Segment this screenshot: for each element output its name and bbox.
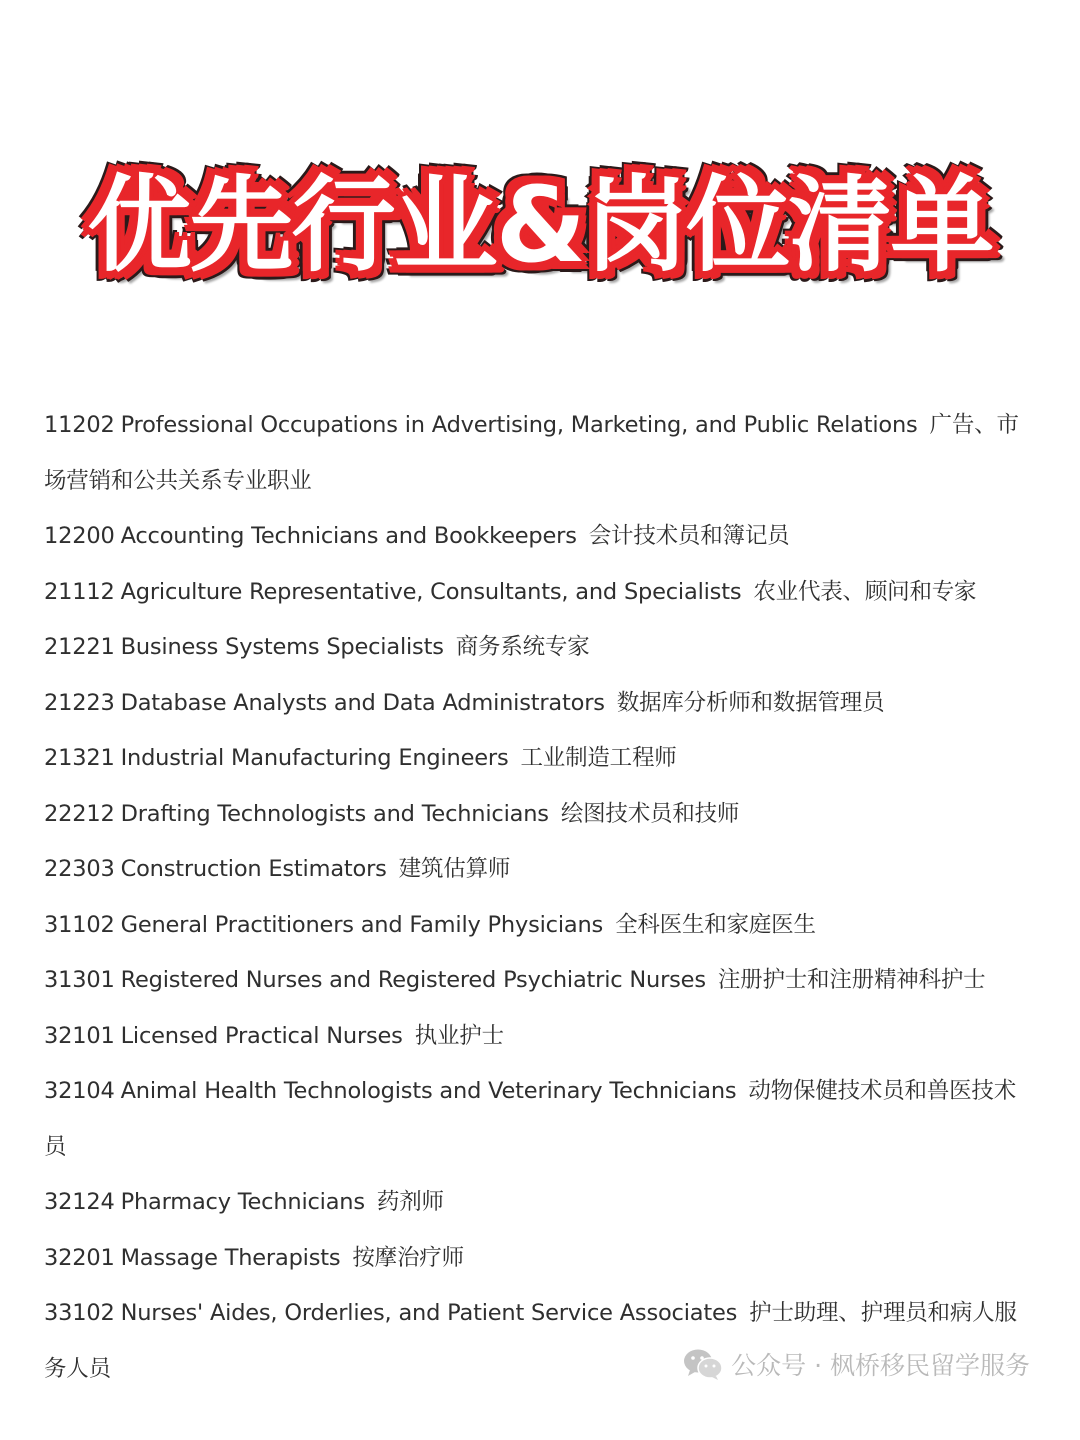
- occupation-en: Construction Estimators: [120, 856, 387, 882]
- occupation-zh: 护士助理、护理员和病人服务人员: [44, 1300, 1017, 1382]
- occupation-code: 32201: [44, 1244, 115, 1271]
- occupation-zh: 绘图技术员和技师: [560, 800, 740, 827]
- occupation-code: 21223: [44, 689, 115, 716]
- list-item: [44, 731, 1034, 787]
- occupation-en: Massage Therapists: [120, 1244, 341, 1271]
- occupation-zh: 注册护士和注册精神科护士: [717, 967, 986, 993]
- watermark-text: 公众号 · 枫桥移民留学服务: [731, 1351, 1030, 1380]
- list-item: [44, 1175, 1034, 1231]
- list-item: [44, 565, 1034, 621]
- occupation-code: 31102: [44, 911, 115, 938]
- list-item: [44, 1064, 1034, 1175]
- occupation-zh: 农业代表、顾问和专家: [753, 578, 977, 605]
- watermark: [683, 1346, 1030, 1382]
- occupation-code: 32124: [44, 1189, 115, 1215]
- list-item: [44, 898, 1034, 954]
- occupation-en: Drafting Technologists and Technicians: [120, 800, 549, 827]
- occupation-en: Industrial Manufacturing Engineers: [120, 745, 509, 771]
- list-item: [44, 842, 1034, 898]
- occupation-zh: 建筑估算师: [398, 856, 511, 882]
- occupation-en: Animal Health Technologists and Veterinary Technicians: [120, 1078, 737, 1104]
- occupation-code: 21221: [44, 634, 115, 660]
- occupation-code: 22303: [44, 856, 115, 882]
- occupation-zh: 商务系统专家: [455, 634, 590, 660]
- list-item: [44, 953, 1034, 1009]
- occupation-en: Licensed Practical Nurses: [120, 1022, 403, 1049]
- occupation-code: 21321: [44, 745, 115, 771]
- occupation-en: Pharmacy Technicians: [120, 1189, 365, 1215]
- page-title: 优先行业&岗位清单: [87, 164, 993, 286]
- occupation-en: Registered Nurses and Registered Psychiatric Nurses: [120, 967, 706, 993]
- occupation-zh: 全科医生和家庭医生: [615, 911, 816, 938]
- occupation-en: Database Analysts and Data Administrators: [120, 689, 605, 716]
- occupation-en: Professional Occupations in Advertising, Marketing, and Public Relations: [120, 412, 918, 438]
- list-item: [44, 1009, 1034, 1065]
- occupation-zh: 执业护士: [414, 1022, 504, 1049]
- occupation-zh: 动物保健技术员和兽医技术员: [44, 1078, 1017, 1160]
- list-item: [44, 1231, 1034, 1287]
- occupation-code: 11202: [44, 412, 115, 438]
- wechat-icon: [683, 1347, 723, 1381]
- occupation-code: 31301: [44, 967, 115, 993]
- occupation-zh: 按摩治疗师: [352, 1244, 464, 1271]
- list-item: [44, 398, 1034, 509]
- occupation-code: 33102: [44, 1300, 115, 1326]
- occupation-en: Agriculture Representative, Consultants, and Specialists: [120, 578, 742, 605]
- title-banner: [0, 164, 1080, 286]
- list-item: [44, 509, 1034, 565]
- list-item: [44, 676, 1034, 732]
- occupation-code: 12200: [44, 523, 115, 549]
- occupation-en: Business Systems Specialists: [120, 634, 444, 660]
- occupation-en: General Practitioners and Family Physicians: [120, 911, 604, 938]
- occupation-zh: 数据库分析师和数据管理员: [616, 689, 885, 716]
- occupation-zh: 药剂师: [376, 1189, 444, 1215]
- occupation-list: [44, 398, 1034, 1397]
- occupation-zh: 工业制造工程师: [520, 745, 677, 771]
- occupation-code: 32104: [44, 1078, 115, 1104]
- occupation-zh: 广告、市场营销和公共关系专业职业: [44, 412, 1019, 494]
- occupation-en: Nurses' Aides, Orderlies, and Patient Service Associates: [120, 1300, 738, 1326]
- occupation-en: Accounting Technicians and Bookkeepers: [120, 523, 577, 549]
- occupation-code: 32101: [44, 1022, 115, 1049]
- list-item: [44, 787, 1034, 843]
- list-item: [44, 620, 1034, 676]
- occupation-code: 22212: [44, 800, 115, 827]
- occupation-code: 21112: [44, 578, 115, 605]
- occupation-zh: 会计技术员和簿记员: [588, 523, 790, 549]
